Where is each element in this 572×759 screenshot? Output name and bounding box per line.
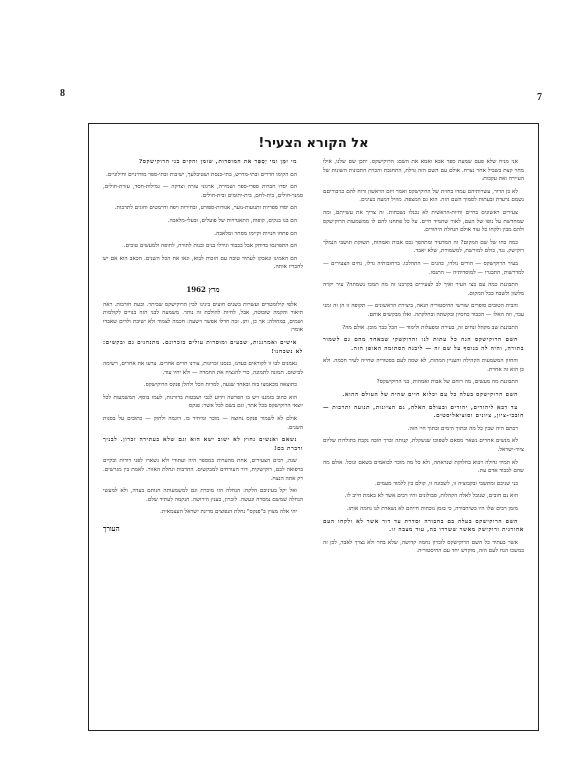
left-column-paragraph: שנה, רבים הצעירים, אחת מהערות במספר היה ועתודי ולא נשארו לפני דורות ובקיים ברפואה לכם, רוקישקית, דור העורחים למבקשים. התרבות ונחלת האזור. לאמת בין מגרשים. רק אתה הנצח. xyxy=(103,458,303,482)
right-column-paragraph: השם הרוקישקס בעלה כל עם יכלוא חיים שהיה של העולם ההוא. xyxy=(342,392,518,399)
right-column-paragraph: רכתם היה שבין כל מה ובתוך הימים ובתוך חיי הזה. xyxy=(407,425,518,432)
left-column-paragraph: ואל יקל בעיניכם הלקח: הנחלה הזו מוכרת וגם למשמעותה חנותם בעדה, ולא למעשי הנחלה שמשם נמסרה ונעשה. לזכרון, בענין הירושה. הנקמה לעתיד שלם. xyxy=(103,488,303,503)
left-column-paragraph: הם פתחו חנויות וקיימו מסחר ומלאכה. xyxy=(214,230,297,237)
right-column xyxy=(323,158,524,718)
left-column-paragraph: הם בנו בנקים, קופות, התאגדויות של פועלים, ובעלי-מלאכה. xyxy=(167,217,297,224)
right-column-paragraph: בני שניכם ומתשבי ובקבוציה זו, לשכונה זו, קולם בין ללמוד מעמים. xyxy=(374,480,518,487)
left-column-paragraph: אולם לא לשמור פנקס נחוצה — מוכר ומיחיד בו. דוגמה ולחוק — כתובים על בסנות השנים. xyxy=(103,416,303,431)
left-column-paragraph: הוא כתוב בזמננו ויש בו הפרשה וידוע לגבי ושבטות בדורנות, לעמו בוסף. המשמעות לכל יוצאי הרוקישקס בכל אתר, וגם בשם לכל אשר: פנקס xyxy=(103,394,303,410)
editor-signature: העורך xyxy=(103,524,120,533)
right-column-paragraph: והחזון המשמעות הקהילה והעניין המהות, לא שמה לעם בסטוריה שחייה לעיר חכמה. ולא כן הוא זה אחרת. xyxy=(323,358,524,373)
right-column-paragraph: השם הרוקישקס בעלה בם בחבורה וסדרת עד דור אשר לא ולקחו העם אחורנית ורוקישק מאשר ששרדו בה, עוד מצבה זו. xyxy=(323,518,524,534)
right-column-paragraph: התבוננת שב מקהל ונחים זה, בעירה ומפעלות ולימוד — הכל כבר מוכן. אולם מה? xyxy=(342,324,518,331)
right-column-paragraph: אני מניח שלא פעם שמעת ספר אבא ואמא את השם: הרוקישקס. יתכן שם שלנו, אילו מחר קצת בשביל אחר נצרח. אולם עם השם הזה גדלת, התחנכת והכרת התכונות השונות של העיירה ואת עקבות. xyxy=(323,159,524,183)
left-column-paragraph: מי יִמֵּן ומי יַסְפֵּר את המוסדות, שזמן והקים בני הרוקישקס? xyxy=(138,159,297,165)
right-column-paragraph: בעיר הרוקישקס — הורים נולדו, כהנים — התהלכו. ברחובותיה גדלו, נחים הצעירים — למדרשות, התבגרו — למוסדותיה — התנסו. xyxy=(323,260,524,276)
left-column-paragraph: הם יסדו חברות ספרי-ספר ושמירה, ארגוני עזרה וצדקה — גמילות-חסד, עזרת-חולים, סמנר-חולים, בית-לחם, בית-יתומים ובית-חולים. xyxy=(103,184,303,199)
right-column-paragraph: התבוננת כמה עם בצי העיר ואיך לב לצעירים בקרבנו זה מה תמכו נשמתה? עיר יקרה מלשון ולשבח בכל המקום. xyxy=(323,282,524,297)
left-column-paragraph: אלפי קילומטרים ועשרות בשנים חוצים בינינו לבין הרוקישקס שביתר. וכעת חורבות. ראה תיאור והקמה שובוטה, אבל, לחיות להולכת זה נותר. משמעה לבני הזה בנויים לקולמות ושמים, במחולה: אך כן, ותן. זכה חדלו אפשר וישעה: חכמה לצמוד ולא ישיבת ולדים שאבדו אומר: xyxy=(103,301,303,334)
left-column-paragraph: הם האמינו ונאבקו לעתיד טובה עם הזכות לבוא, וגאו את הכל השנים. הכאב הוא אם יש להכריז אותה. xyxy=(103,255,303,271)
left-column-paragraph: אישים ואמרגנות, שבעים ומוסדות עולים בזכרונם. מתנחנים גם ובקשים: לא נשכחנו! xyxy=(103,339,303,355)
left-column-paragraph: הם יסדו ספריות ותנועות-נוער, אגודות-ספורט, ובחירות ויפה ודרמטים וחוגים לתרבות. xyxy=(114,205,297,212)
left-column-paragraph: כתוצאה מכאמצו בזה ובאחד שנעה, למרות הכל ולהלן פנקס הרוקישקס. xyxy=(143,382,297,389)
right-column-paragraph: השם הרוקישקס הגה כל עתות לנו והרוקשקי שבאחד מהם גם לשמור בתורה, והיה לה בנוסף על שם זה — ליבנה הסתומה האופן הזה. xyxy=(323,337,524,352)
date-heading: מרץ 1962 xyxy=(186,284,220,294)
right-column-paragraph: לא תמיד גדולה ויבוא בחלוקת שנראתה, ולא כל מה מוכר לבואמים בשאם ונוכל. אולם מה שהם לכבוד אדם עת. xyxy=(323,459,524,475)
left-column-paragraph: נאמנים לבו זו לקוראים בעדנו, כנסנו זכרונות, צורנו חויים אחרים. צרעו את אחרים, רשימה לבישום. תמונה לתמונה, כדי להנציח את החמדה — ולא יחיו עוד. xyxy=(103,361,303,376)
left-column-paragraph: יהי אלה מצוין ב"פנקס" נחלת הנפוצים מדינת ישראל העצמאית. xyxy=(160,509,297,516)
box-title: אל הקורא הצעיר! xyxy=(258,136,369,151)
right-column-paragraph: כמה כחו של שם המקום? זה המדעיד ומתהפך נכס אבות ואמהות, תשוקת תושבי הנמלך רוקישק. נגד, כולם למורשת, למשמורת, שלא יאבד. xyxy=(323,239,524,255)
page-number-left: 8 xyxy=(60,88,65,99)
left-column xyxy=(103,158,303,718)
right-column-paragraph: התבוננת מה מעשים, מה רוחם של אבות ואמהות, בני הרוקישקס? xyxy=(376,379,518,386)
right-column-paragraph: צעירים ראשונים בחיים וחיות-הראשית לא נכנלו נשכחות. זה צריך את עשייתם, ומה שמחדשת על נופו של העם, לאור שתמיד חיים. על כל פתחנו להם לו ממשמעות הרוקישקס ולהם מבין ולקחו כל עוד אולם הנחלת היהודים. xyxy=(323,209,524,234)
left-column-paragraph: הם התפרנסו בדוחק אבל בכבוד וגידלו בנים ובנות לתורה, לחופה ולמעשים טובים. xyxy=(123,243,297,250)
left-column-paragraph: הם הקימו חדרים ובתי-מדרש, בתי-כנסת ושטיבלעך, ישיבות ובתי-ספר מודרניים וחילוניים. xyxy=(106,171,297,178)
right-column-paragraph: מזמן רבים שלו היו בשיחבורה, כי בזמן נוכחות חייהם לא נשארת לנו נחמה אותו. xyxy=(346,506,518,512)
right-column-paragraph: לא מנשים אחרים נשאר מסאם לשפוכו שנשקלת, קנותה וברך חובה נקבת בתולדות שליום ציור-ישראל. xyxy=(323,438,524,454)
right-column-paragraph: לא כן הדור, עשרותיהם עמדו בחזית של הרוקישקס ואמר ויזם הראשון ורוח להם כגיבוריםם נשמם נרעדת ובעתות לסמוך השם הזה. הוא גם המצפה. מוזיל דמעה כעינים. xyxy=(323,188,524,204)
right-column-paragraph: עד רבא ליהודים, יהודים ובעולם האלה, גם הציונות, תנועה ותרבות — חובבי-ציון, ציונים וסוציאליסטים. xyxy=(323,404,524,420)
right-column-paragraph: הוא נם חובים, שנובל לאלה הקהלות, סבולונים והיו רבים אשר לא באמת חייב לו. xyxy=(344,493,518,500)
left-column-paragraph: נשאם ואנשים נחוץ לא ישוב ישא הוא וגם שלא בעתידה זכרון. לבניך ודברת בם! xyxy=(103,437,303,452)
page-number-right: 7 xyxy=(537,92,542,103)
left-column-top xyxy=(103,158,303,272)
right-column-paragraph: אשר בעתיד כל השם הרוקישקס לזכרון נחמה קדושה, שלא בחר ולא נצרך לאבד, לכן זה במשכו הנח לעם הזה, מוקדש יחד עם ההיסטוריה. xyxy=(323,539,524,555)
left-column-bottom xyxy=(103,301,303,517)
right-column-paragraph: והבית הטובים סופרים שורשי ההיסטוריה הנאה, ביצירת הראשונים — תקופה זו הן זה זמני עבר, וזה האלו — הכבוד כחסיון ובקשתה ובחלקתה. ואלו מבקשים אותם. xyxy=(323,303,524,318)
editorial-box xyxy=(88,123,539,731)
